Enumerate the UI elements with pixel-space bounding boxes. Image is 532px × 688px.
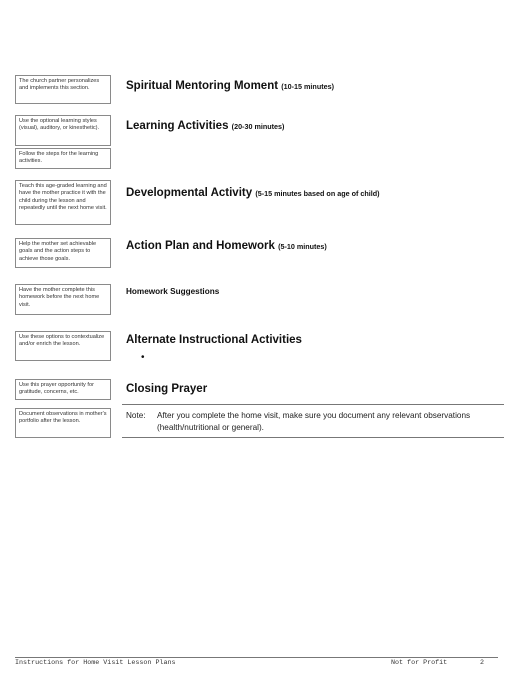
heading-duration: (20-30 minutes) — [231, 122, 285, 131]
sidebar-note-alternate: Use these options to contextualize and/or enrich the lesson. — [15, 331, 111, 361]
heading-closing-prayer — [126, 383, 207, 395]
sidebar-note-document: Document observations in mother's portfolio after the lesson. — [15, 408, 111, 438]
heading-learning-activities — [126, 120, 284, 132]
heading-homework-suggestions: Homework Suggestions — [126, 287, 220, 296]
sidebar-note-learning-styles: Use the optional learning styles (visual), auditory, or kinesthetic). — [15, 115, 111, 146]
note-top-rule — [122, 404, 504, 405]
note-text: After you complete the home visit, make sure you document any relevant observations (health/nutritional or general). — [157, 411, 471, 432]
footer-document-title: Instructions for Home Visit Lesson Plans — [15, 659, 176, 667]
sidebar-note-learning-steps: Follow the steps for the learning activities. — [15, 148, 111, 169]
heading-duration: (10-15 minutes) — [281, 82, 334, 91]
sidebar-note-developmental: Teach this age-graded learning and have the mother practice it with the child during the lesson and repeatedly until the next home visit. — [15, 180, 111, 225]
heading-spiritual-mentoring — [126, 80, 334, 92]
heading-action-plan — [126, 240, 327, 252]
heading-title: Closing Prayer — [126, 383, 208, 395]
heading-title: Learning Activities — [126, 120, 229, 132]
note-bottom-rule — [122, 437, 504, 438]
footer-rule — [15, 657, 498, 658]
heading-duration: (5-10 minutes) — [278, 242, 327, 251]
heading-title: Developmental Activity — [126, 187, 253, 199]
sidebar-note-action-plan: Help the mother set achievable goals and the action steps to achieve those goals. — [15, 238, 111, 268]
note-label: Note: — [126, 411, 146, 420]
sidebar-note-homework: Have the mother complete this homework before the next home visit. — [15, 284, 111, 315]
sidebar-note-spiritual: The church partner personalizes and implements this section. — [15, 75, 111, 104]
heading-duration: (5-15 minutes based on age of child) — [255, 189, 380, 198]
sidebar-note-prayer: Use this prayer opportunity for gratitude, concerns, etc. — [15, 379, 111, 400]
heading-title: Spiritual Mentoring Moment — [126, 80, 279, 92]
heading-title: Action Plan and Homework — [126, 240, 275, 252]
heading-title: Alternate Instructional Activities — [126, 334, 302, 346]
footer-not-for-profit: Not for Profit — [391, 659, 448, 667]
heading-developmental-activity — [126, 187, 380, 199]
bullet-point: • — [141, 352, 145, 363]
footer-page-number: 2 — [480, 659, 485, 667]
heading-alternate-activities — [126, 334, 302, 346]
